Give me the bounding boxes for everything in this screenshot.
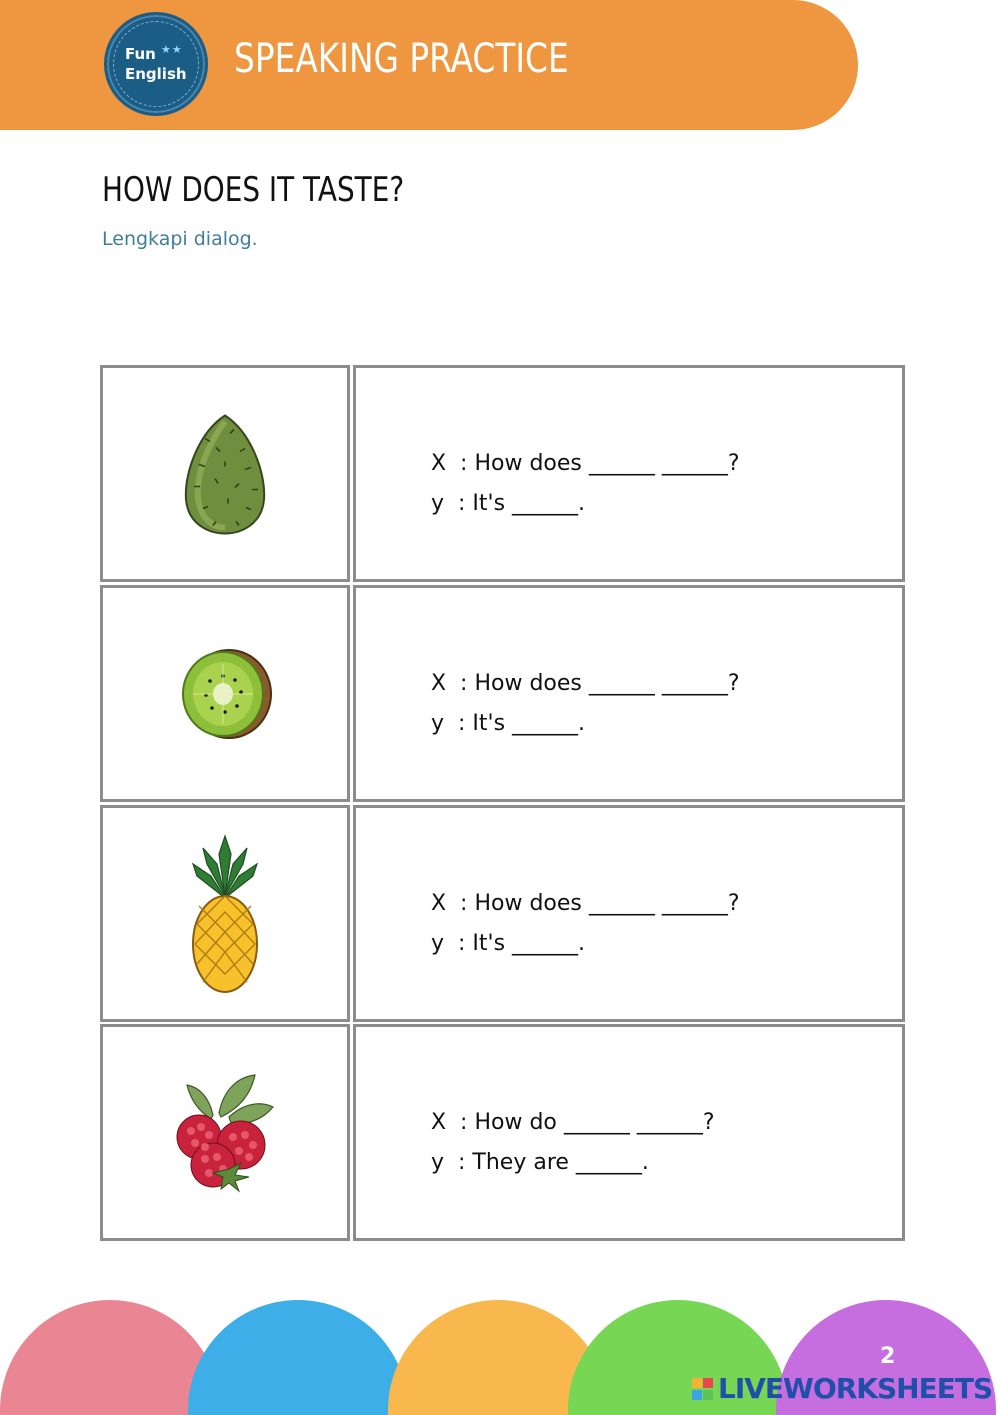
- exercise-row: [100, 585, 905, 802]
- dialog-question: X : How does ______ ______?: [431, 891, 740, 916]
- picture-cell: [100, 365, 350, 582]
- footer-circle: [0, 1300, 220, 1415]
- picture-cell: [100, 1024, 350, 1241]
- dialog-question: X : How does ______ ______?: [431, 451, 740, 476]
- exercise-row: [100, 805, 905, 1022]
- liveworksheets-logo-icon: [692, 1378, 714, 1402]
- dialog: [431, 444, 740, 524]
- section-title: HOW DOES IT TASTE?: [102, 170, 405, 210]
- logo-text-english: English: [125, 65, 187, 83]
- logo-stars-icon: ★★: [161, 43, 183, 56]
- soursop-icon: [180, 411, 270, 536]
- kiwi-icon: [177, 646, 273, 742]
- pineapple-icon: [189, 834, 261, 994]
- dialog-cell: [353, 1024, 905, 1241]
- picture-cell: [100, 805, 350, 1022]
- picture-cell: [100, 585, 350, 802]
- dialog-answer: y : It's ______.: [431, 491, 586, 516]
- dialog-answer: y : It's ______.: [431, 711, 586, 736]
- liveworksheets-brand[interactable]: LIVEWORKSHEETS: [718, 1372, 993, 1405]
- dialog-answer: y : They are ______.: [431, 1150, 649, 1175]
- instruction-text: Lengkapi dialog.: [102, 228, 258, 250]
- logo-text-fun: Fun: [125, 45, 156, 63]
- footer-circle: [188, 1300, 408, 1415]
- dialog-cell: [353, 585, 905, 802]
- dialog-cell: [353, 805, 905, 1022]
- dialog-answer: y : It's ______.: [431, 931, 586, 956]
- logo-dashed-ring: [113, 21, 199, 107]
- dialog: [431, 664, 740, 744]
- page-number: 2: [880, 1344, 896, 1369]
- dialog: [431, 1103, 715, 1183]
- dialog-question: X : How do ______ ______?: [431, 1110, 715, 1135]
- page-title: SPEAKING PRACTICE: [234, 36, 569, 82]
- fun-english-logo: [104, 12, 208, 116]
- dialog: [431, 884, 740, 964]
- dialog-question: X : How does ______ ______?: [431, 671, 740, 696]
- exercise-row: [100, 365, 905, 582]
- raspberries-icon: [169, 1073, 281, 1193]
- dialog-cell: [353, 365, 905, 582]
- exercise-row: [100, 1024, 905, 1241]
